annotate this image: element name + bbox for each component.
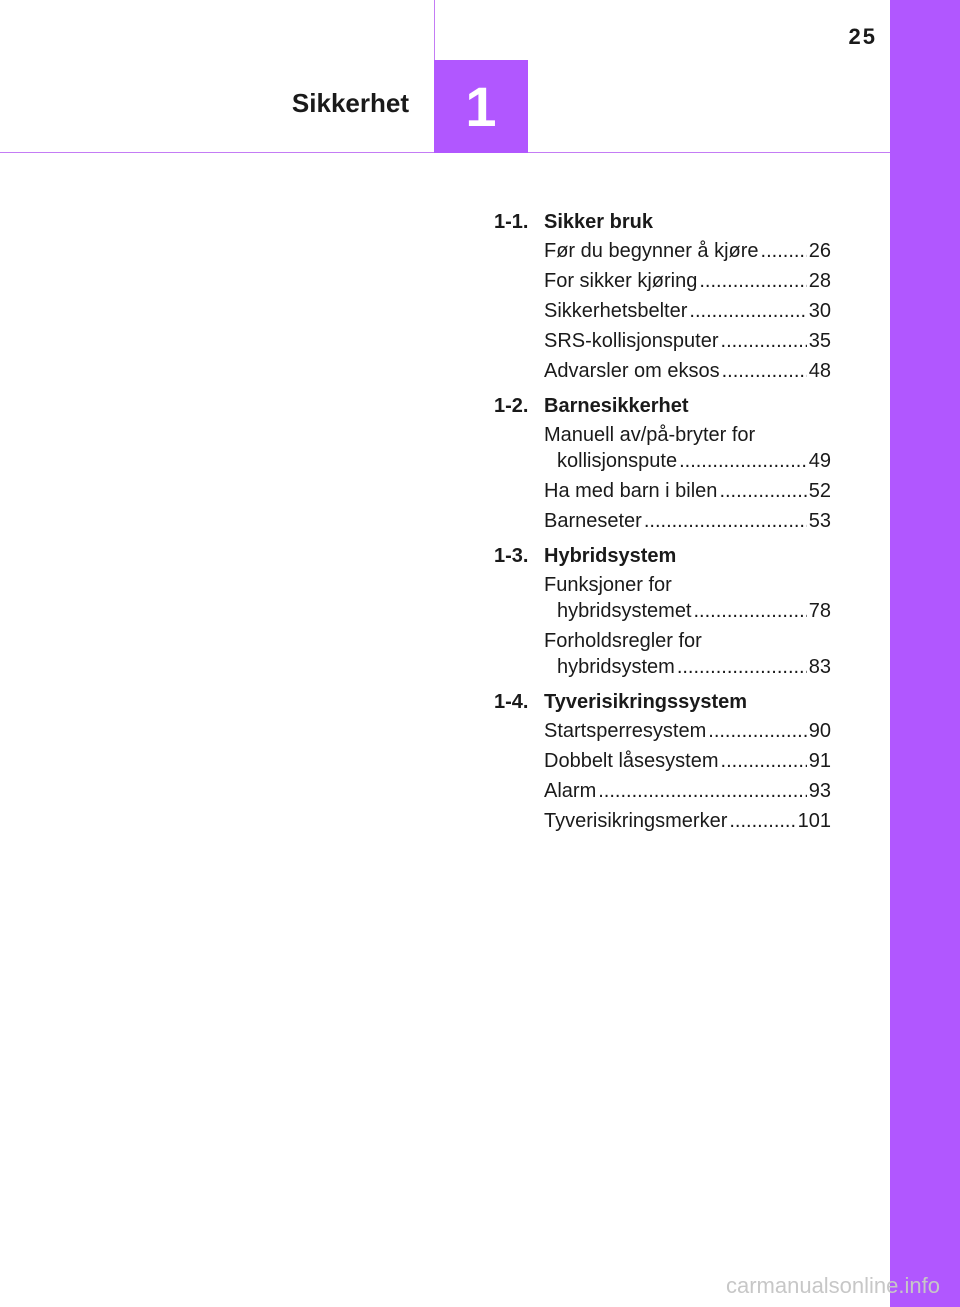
toc-entry-page: 28 (808, 270, 831, 292)
toc-section-number: 1-3. (494, 545, 529, 567)
toc-section-number: 1-1. (494, 211, 529, 233)
toc-entry[interactable] (544, 238, 831, 264)
toc-entry-page: 53 (808, 510, 831, 532)
toc-entry-title: hybridsystemet (557, 600, 692, 622)
toc-section-title: Sikker bruk (544, 211, 653, 233)
toc-entry[interactable] (544, 422, 831, 474)
toc-section (494, 208, 831, 384)
toc-entry-title: Sikkerhetsbelter (544, 300, 688, 322)
toc-entry[interactable] (544, 748, 831, 774)
toc-entry[interactable] (544, 358, 831, 384)
toc-section-heading[interactable] (494, 542, 831, 570)
watermark: carmanualsonline.info (725, 1273, 940, 1298)
toc-section-number: 1-4. (494, 691, 529, 713)
toc-section-heading[interactable] (494, 208, 831, 236)
toc-entry-title: Alarm (544, 780, 597, 802)
toc-entry-title: Advarsler om eksos (544, 360, 720, 382)
toc-entry-title: Funksjoner for (544, 574, 672, 596)
toc-entry-title: hybridsystem (557, 656, 675, 678)
toc-entry[interactable] (544, 808, 831, 834)
toc-section-title: Hybridsystem (544, 545, 677, 567)
toc-section-heading[interactable] (494, 392, 831, 420)
dot-leader (729, 808, 795, 834)
toc-entry-page: 30 (808, 300, 831, 322)
toc-entry-page: 83 (808, 656, 831, 678)
dot-leader (694, 598, 807, 624)
toc-section (494, 542, 831, 680)
toc-entry-page: 78 (808, 600, 831, 622)
header-divider-vertical (434, 0, 435, 60)
toc-entry[interactable] (544, 718, 831, 744)
toc-entry-page: 26 (808, 240, 831, 262)
toc-entry-page: 49 (808, 450, 831, 472)
dot-leader (761, 238, 807, 264)
dot-leader (722, 358, 807, 384)
page-number: 25 (848, 24, 877, 49)
dot-leader (719, 478, 806, 504)
toc-entry-title: SRS-kollisjonsputer (544, 330, 719, 352)
dot-leader (677, 654, 807, 680)
dot-leader (708, 718, 806, 744)
chapter-side-bar (890, 0, 960, 1307)
toc-section-number: 1-2. (494, 395, 529, 417)
toc-entry-page: 101 (797, 810, 831, 832)
toc-entry-title: Startsperresystem (544, 720, 707, 742)
toc-entry-title: Ha med barn i bilen (544, 480, 718, 502)
toc-section (494, 688, 831, 834)
chapter-number-badge (434, 60, 528, 153)
chapter-title: Sikkerhet (291, 88, 409, 118)
toc-entry-title: Før du begynner å kjøre (544, 240, 759, 262)
dot-leader (721, 328, 807, 354)
dot-leader (721, 748, 807, 774)
toc-entry[interactable] (544, 478, 831, 504)
toc-entry-page: 90 (808, 720, 831, 742)
toc-entry-page: 35 (808, 330, 831, 352)
toc-entry[interactable] (544, 268, 831, 294)
toc-entry[interactable] (544, 328, 831, 354)
toc-entry-title: Barneseter (544, 510, 642, 532)
toc-entry-title: Forholdsregler for (544, 630, 702, 652)
toc-entry[interactable] (544, 508, 831, 534)
dot-leader (598, 778, 807, 804)
toc-entry[interactable] (544, 778, 831, 804)
toc-entry-page: 48 (808, 360, 831, 382)
dot-leader (679, 448, 807, 474)
toc-entry[interactable] (544, 572, 831, 624)
toc-entry-page: 93 (808, 780, 831, 802)
toc-entry-title: Manuell av/på-bryter for (544, 424, 756, 446)
toc-section-heading[interactable] (494, 688, 831, 716)
toc-section-title: Tyverisikringssystem (544, 691, 748, 713)
toc-section-title: Barnesikkerhet (544, 395, 689, 417)
toc-entry-title: Dobbelt låsesystem (544, 750, 719, 772)
toc-entry[interactable] (544, 298, 831, 324)
dot-leader (644, 508, 807, 534)
dot-leader (699, 268, 806, 294)
chapter-number: 1 (465, 75, 497, 138)
table-of-contents (494, 208, 831, 842)
toc-section (494, 392, 831, 534)
toc-entry-page: 52 (808, 480, 831, 502)
toc-entry-title: Tyverisikringsmerker (544, 810, 728, 832)
toc-entry-title: kollisjonspute (557, 450, 678, 472)
toc-entry-page: 91 (808, 750, 831, 772)
toc-entry[interactable] (544, 628, 831, 680)
toc-entry-title: For sikker kjøring (544, 270, 698, 292)
dot-leader (689, 298, 806, 324)
